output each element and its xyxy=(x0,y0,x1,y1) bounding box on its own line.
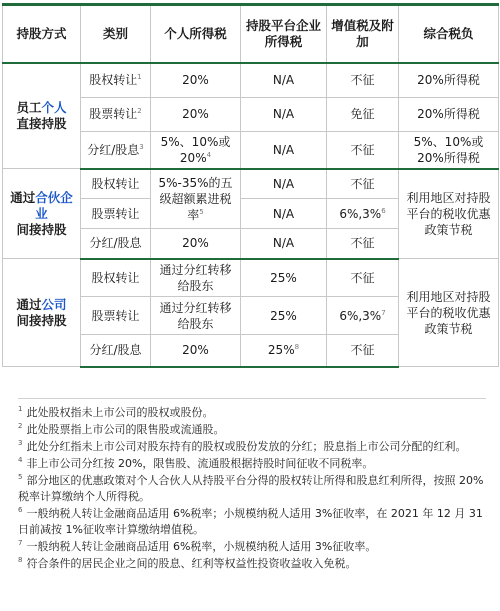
category-cell: 股票转让$^2$ xyxy=(81,97,151,131)
category-cell: 分红/股息 xyxy=(81,229,151,259)
cit-cell: N/A xyxy=(241,169,327,199)
pit-cell: 20% xyxy=(151,63,241,97)
tax-comparison-table xyxy=(2,3,499,368)
pit-cell: 通过分红转移给股东 xyxy=(151,259,241,297)
footnote: $^6$ 一般纳税人转让金融商品适用 6%税率；小规模纳税人适用 3%征收率，在 2021 年 12 月 31 日前减按 1%征收率计算缴纳增值税。 xyxy=(18,506,483,536)
group-direct-holding: 员工个人 直接持股 xyxy=(3,63,81,169)
category-cell: 分红/股息$^3$ xyxy=(81,131,151,169)
footnote: $^1$ 此处股权指未上市公司的股权或股份。 xyxy=(18,405,214,419)
cit-cell: 25% xyxy=(241,259,327,297)
cit-cell: 25% xyxy=(241,297,327,335)
cit-cell: N/A xyxy=(241,63,327,97)
cit-cell: N/A xyxy=(241,229,327,259)
category-cell: 股权转让 xyxy=(81,259,151,297)
cit-cell: 25%$^8$ xyxy=(241,335,327,367)
total-cell-merged: 利用地区对持股平台的税收优惠政策节税 xyxy=(399,259,499,367)
table-header-row xyxy=(3,5,499,64)
pit-cell: 20% xyxy=(151,229,241,259)
vat-cell: 6%,3%$^7$ xyxy=(327,297,399,335)
table-row xyxy=(3,63,499,97)
vat-cell: 免征 xyxy=(327,97,399,131)
category-cell: 股权转让$^1$ xyxy=(81,63,151,97)
vat-cell: 不征 xyxy=(327,259,399,297)
cit-cell: N/A xyxy=(241,97,327,131)
pit-cell: 20% xyxy=(151,335,241,367)
header-personal-income-tax: 个人所得税 xyxy=(151,5,241,64)
group-partnership-holding: 通过合伙企业 间接持股 xyxy=(3,169,81,259)
table-row xyxy=(3,259,499,297)
pit-cell: 通过分红转移给股东 xyxy=(151,297,241,335)
vat-cell: 6%,3%$^6$ xyxy=(327,199,399,229)
vat-cell: 不征 xyxy=(327,63,399,97)
header-platform-corporate-tax: 持股平台企业所得税 xyxy=(241,5,327,64)
vat-cell: 不征 xyxy=(327,335,399,367)
table-row xyxy=(3,169,499,199)
total-cell-merged: 利用地区对持股平台的税收优惠政策节税 xyxy=(399,169,499,259)
vat-cell: 不征 xyxy=(327,131,399,169)
pit-cell: 5%、10%或20%$^4$ xyxy=(151,131,241,169)
header-category: 类别 xyxy=(81,5,151,64)
pit-cell: 20% xyxy=(151,97,241,131)
cit-cell: N/A xyxy=(241,131,327,169)
header-total-tax-burden: 综合税负 xyxy=(399,5,499,64)
footnote: $^3$ 此处分红指未上市公司对股东持有的股权或股份发放的分红；股息指上市公司分配的红利。 xyxy=(18,439,467,453)
pit-cell-merged: 5%-35%的五级超额累进税率$^5$ xyxy=(151,169,241,229)
footnote: $^8$ 符合条件的居民企业之间的股息、红利等权益性投资收益收入免税。 xyxy=(18,556,357,570)
category-cell: 股票转让 xyxy=(81,297,151,335)
category-cell: 股票转让 xyxy=(81,199,151,229)
category-cell: 股权转让 xyxy=(81,169,151,199)
category-cell: 分红/股息 xyxy=(81,335,151,367)
total-cell: 5%、10%或 20%所得税 xyxy=(399,131,499,169)
header-vat-surcharge: 增值税及附加 xyxy=(327,5,399,64)
total-cell: 20%所得税 xyxy=(399,97,499,131)
footnote: $^5$ 部分地区的优惠政策对个人合伙人从持股平台分得的股权转让所得和股息红利所得，按照 20%税率计算缴纳个人所得税。 xyxy=(18,473,484,503)
total-cell: 20%所得税 xyxy=(399,63,499,97)
footnote: $^4$ 非上市公司分红按 20%，限售股、流通股根据持股时间征收不同税率。 xyxy=(18,456,374,470)
footnote: $^7$ 一般纳税人转让金融商品适用 6%税率，小规模纳税人适用 3%征收率。 xyxy=(18,539,377,553)
header-holding-method: 持股方式 xyxy=(3,5,81,64)
footnotes xyxy=(18,398,486,573)
vat-cell: 不征 xyxy=(327,229,399,259)
vat-cell: 不征 xyxy=(327,169,399,199)
footnote: $^2$ 此处股票指上市公司的限售股或流通股。 xyxy=(18,422,225,436)
group-company-holding: 通过公司 间接持股 xyxy=(3,259,81,367)
cit-cell: N/A xyxy=(241,199,327,229)
